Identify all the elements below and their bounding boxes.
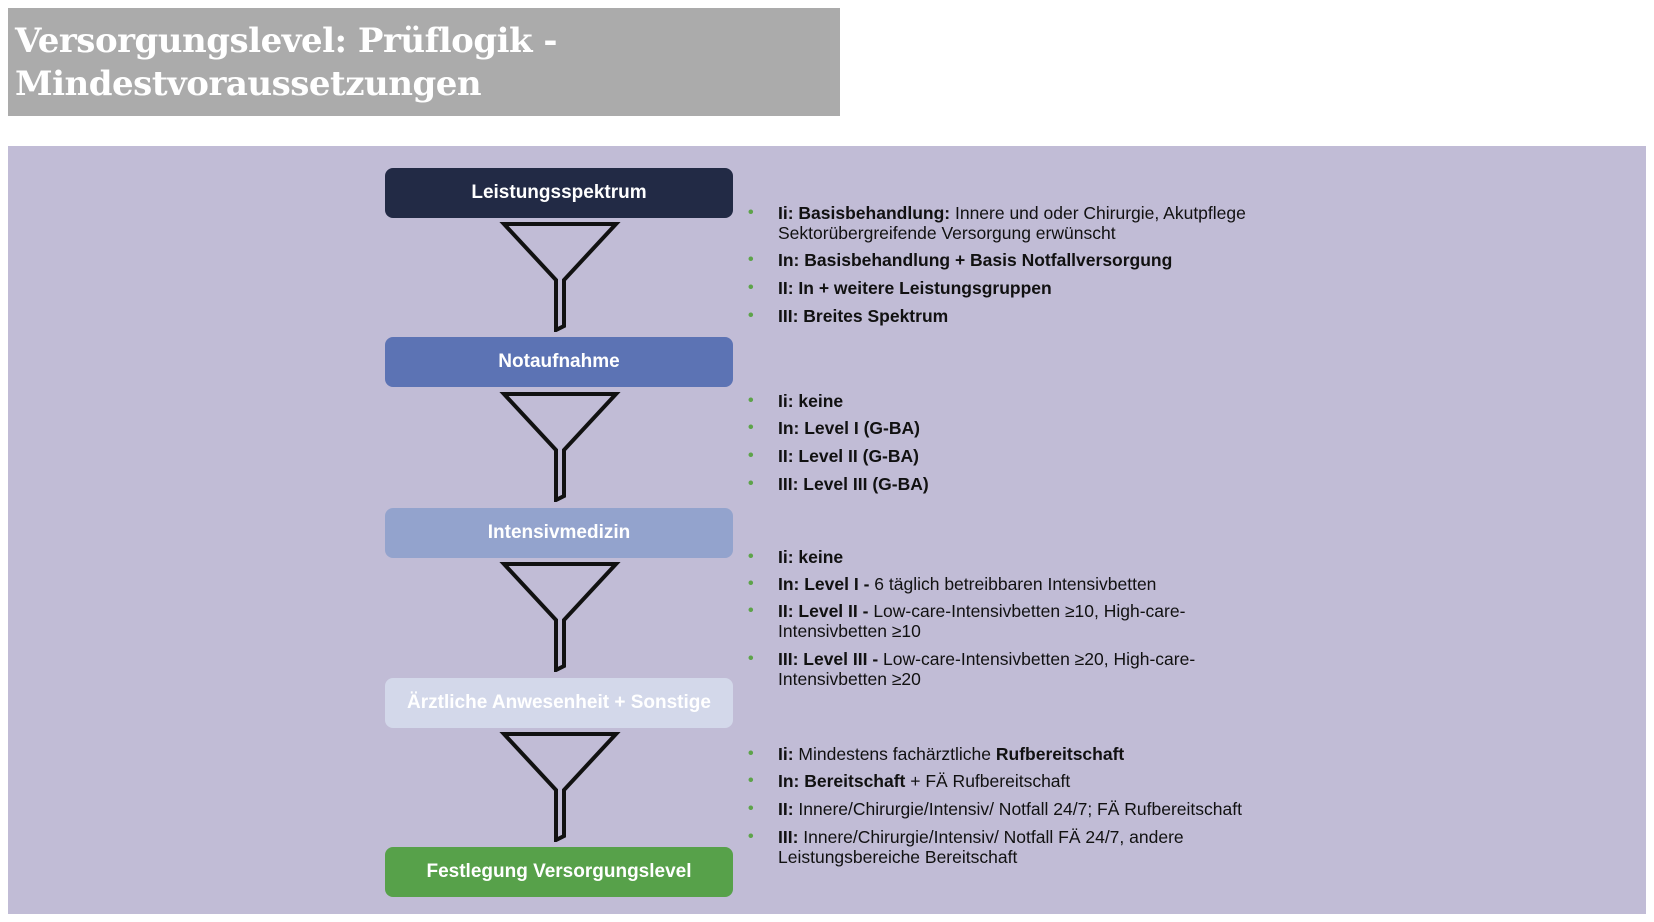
criteria-list-intensivmedizin — [742, 547, 1195, 689]
page-title-line-1: Versorgungslevel: Prüflogik - — [15, 21, 558, 61]
stage-label: Intensivmedizin — [487, 522, 631, 543]
stage-label: Leistungsspektrum — [471, 182, 647, 203]
funnel-icon — [498, 560, 622, 672]
stage-label: Festlegung Versorgungslevel — [426, 861, 692, 882]
stage-intensivmedizin — [385, 508, 733, 558]
bullet-icon: • — [748, 392, 754, 409]
criteria-list-leistungsspektrum — [742, 203, 1246, 326]
stage-aerztliche-anwesenheit — [385, 678, 733, 728]
bullet-icon: • — [748, 745, 754, 762]
stage-label: Ärztliche Anwesenheit + Sonstige — [407, 692, 711, 713]
stage-festlegung-versorgungslevel — [385, 847, 733, 897]
list-item: • II: Level II - Low-care-Intensivbetten ≥10, High-care- Intensivbetten ≥10 — [748, 601, 1186, 641]
stage-notaufnahme — [385, 337, 733, 387]
criteria-list-notaufnahme — [742, 391, 929, 494]
funnel-icon — [498, 220, 622, 332]
bullet-icon: • — [748, 447, 754, 464]
stage-label: Notaufnahme — [498, 351, 620, 372]
list-item: • Ii: keine — [748, 391, 844, 411]
bullet-icon: • — [748, 251, 754, 268]
list-item: • Ii: Basisbehandlung: Innere und oder Chirurgie, Akutpflege Sektorübergreifende Versorgung erwünscht — [748, 203, 1246, 243]
funnel-icon — [498, 730, 622, 842]
list-item: • III: Level III - Low-care-Intensivbetten ≥20, High-care- Intensivbetten ≥20 — [748, 649, 1196, 689]
list-item: • Ii: keine — [748, 547, 844, 567]
bullet-icon: • — [748, 204, 754, 221]
bullet-icon: • — [748, 800, 754, 817]
list-item: • III: Innere/Chirurgie/Intensiv/ Notfall FÄ 24/7, andere Leistungsbereiche Bereitschaft — [748, 827, 1184, 867]
list-item: • II: Level II (G-BA) — [748, 446, 919, 466]
bullet-icon: • — [748, 475, 754, 492]
bullet-icon: • — [748, 650, 754, 667]
bullet-icon: • — [748, 602, 754, 619]
list-item: • In: Level I (G-BA) — [748, 418, 920, 438]
list-item: • III: Level III (G-BA) — [748, 474, 929, 494]
list-item: • In: Level I - 6 täglich betreibbaren Intensivbetten — [748, 574, 1157, 594]
list-item: • In: Bereitschaft + FÄ Rufbereitschaft — [748, 771, 1071, 791]
list-item: • II: In + weitere Leistungsgruppen — [748, 278, 1052, 298]
title-banner — [8, 8, 840, 116]
bullet-icon: • — [748, 419, 754, 436]
list-item: • III: Breites Spektrum — [748, 306, 949, 326]
funnel-icon — [498, 390, 622, 502]
bullet-icon: • — [748, 772, 754, 789]
bullet-icon: • — [748, 279, 754, 296]
bullet-icon: • — [748, 307, 754, 324]
list-item: • In: Basisbehandlung + Basis Notfallversorgung — [748, 250, 1173, 270]
criteria-list-aerztliche-anwesenheit — [742, 744, 1242, 867]
bullet-icon: • — [748, 548, 754, 565]
bullet-icon: • — [748, 828, 754, 845]
list-item: • II: Innere/Chirurgie/Intensiv/ Notfall 24/7; FÄ Rufbereitschaft — [748, 799, 1242, 819]
page-title-line-2: Mindestvoraussetzungen — [15, 64, 482, 104]
stage-leistungsspektrum — [385, 168, 733, 218]
list-item: • Ii: Mindestens fachärztliche Rufbereitschaft — [748, 744, 1125, 764]
bullet-icon: • — [748, 575, 754, 592]
